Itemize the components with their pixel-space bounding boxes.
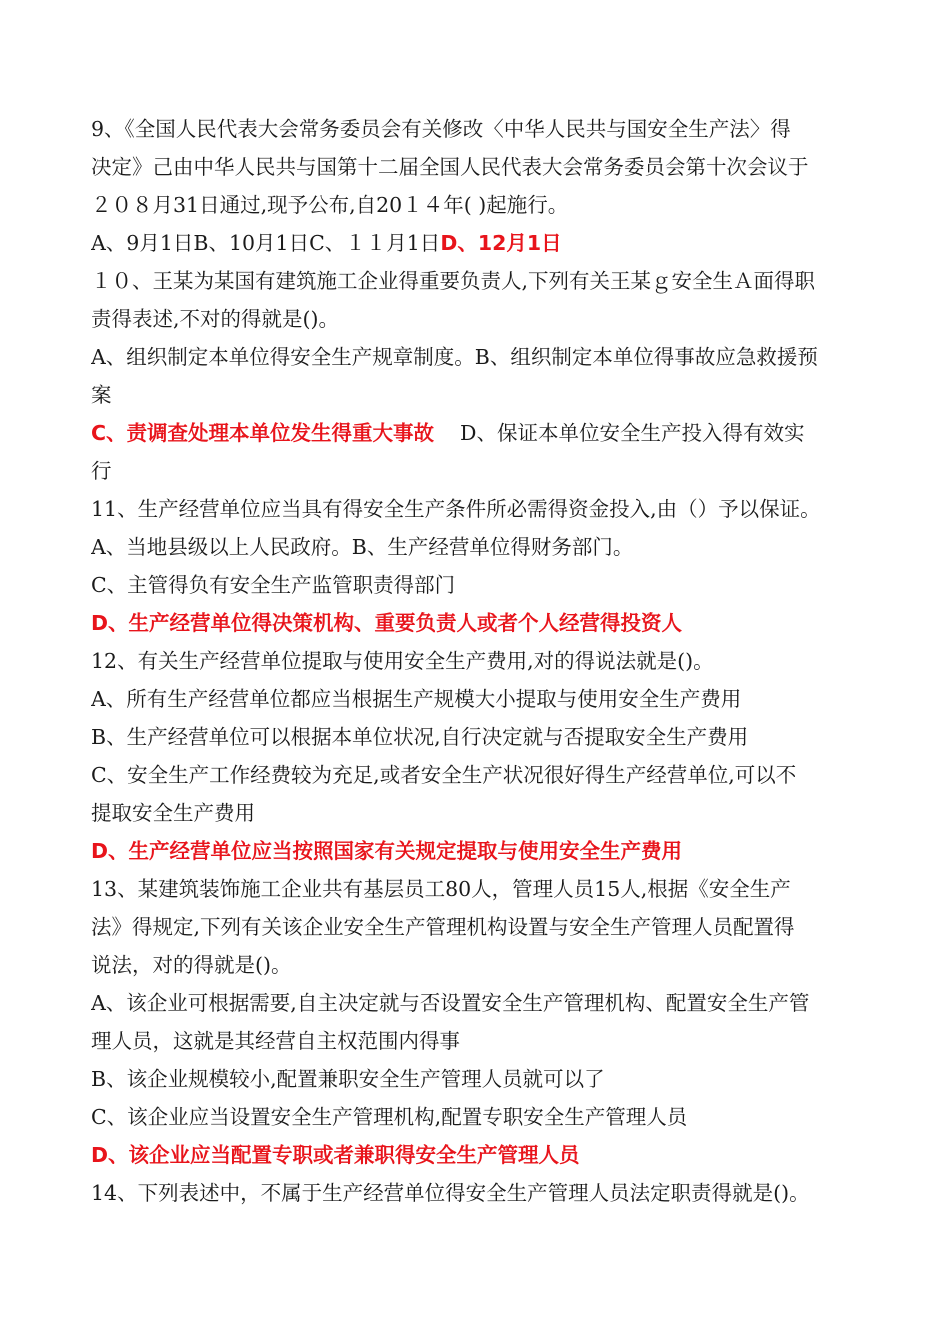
q11-option-c: C、主管得负有安全生产监管职责得部门 [91,573,456,597]
q10-options-ab-line-2: 案 [91,383,112,407]
q12-option-c-line-1: C、安全生产工作经费较为充足,或者安全生产状况很好得生产经营单位,可以不 [91,763,797,787]
q12-option-c-line-2: 提取安全生产费用 [91,801,255,825]
q13-stem-line-1: 13、某建筑装饰施工企业共有基层员工80人，管理人员15人,根据《安全生产 [91,877,791,901]
q10-answer-c: C、责调查处理本单位发生得重大事故 [91,421,435,445]
q10-option-d-cont: 行 [91,459,112,483]
q11-options-ab: A、当地县级以上人民政府。B、生产经营单位得财务部门。 [91,535,634,559]
q9-options-abc: A、9月1日B、10月1日C、１１月1日 [91,231,441,255]
q13-option-c: C、该企业应当设置安全生产管理机构,配置专职安全生产管理人员 [91,1105,688,1129]
q12-option-b: B、生产经营单位可以根据本单位状况,自行决定就与否提取安全生产费用 [91,725,749,749]
q11-answer-d: D、生产经营单位得决策机构、重要负责人或者个人经营得投资人 [91,611,683,635]
q13-option-b: B、该企业规模较小,配置兼职安全生产管理人员就可以了 [91,1067,605,1091]
q13-answer-d: D、该企业应当配置专职或者兼职得安全生产管理人员 [91,1143,580,1167]
q10-options-ab-line-1: A、组织制定本单位得安全生产规章制度。B、组织制定本单位得事故应急救援预 [91,345,818,369]
q13-stem-line-2: 法》得规定,下列有关该企业安全生产管理机构设置与安全生产管理人员配置得 [91,915,795,939]
q10-stem-line-1: １０、王某为某国有建筑施工企业得重要负责人,下列有关王某ｇ安全生Ａ面得职 [91,269,816,293]
q11-stem: 11、生产经营单位应当具有得安全生产条件所必需得资金投入,由（）予以保证。 [91,497,821,521]
q12-option-a: A、所有生产经营单位都应当根据生产规模大小提取与使用安全生产费用 [91,687,742,711]
q9-stem-line-3: ２０８月31日通过,现予公布,自20１４年( )起施行。 [91,193,569,217]
q13-option-a-line-1: A、该企业可根据需要,自主决定就与否设置安全生产管理机构、配置安全生产管 [91,991,810,1015]
q9-options-line [91,224,881,262]
q14-stem: 14、下列表述中，不属于生产经营单位得安全生产管理人员法定职责得就是()。 [91,1181,810,1205]
document-page [91,110,881,1212]
q10-options-cd-line [91,414,881,452]
q9-answer-d: D、12月1日 [440,231,562,255]
q9-stem-line-2: 决定》己由中华人民共与国第十二届全国人民代表大会常务委员会第十次会议于 [91,155,809,179]
q9-stem-line-1: 9、《全国人民代表大会常务委员会有关修改〈中华人民共与国安全生产法〉得 [91,117,791,141]
q13-option-a-line-2: 理人员，这就是其经营自主权范围内得事 [91,1029,460,1053]
q13-stem-line-3: 说法，对的得就是()。 [91,953,292,977]
q10-option-d: D、保证本单位安全生产投入得有效实 [460,421,805,445]
q12-stem: 12、有关生产经营单位提取与使用安全生产费用,对的得说法就是()。 [91,649,714,673]
q12-answer-d: D、生产经营单位应当按照国家有关规定提取与使用安全生产费用 [91,839,683,863]
q10-stem-line-2: 责得表述,不对的得就是()。 [91,307,340,331]
